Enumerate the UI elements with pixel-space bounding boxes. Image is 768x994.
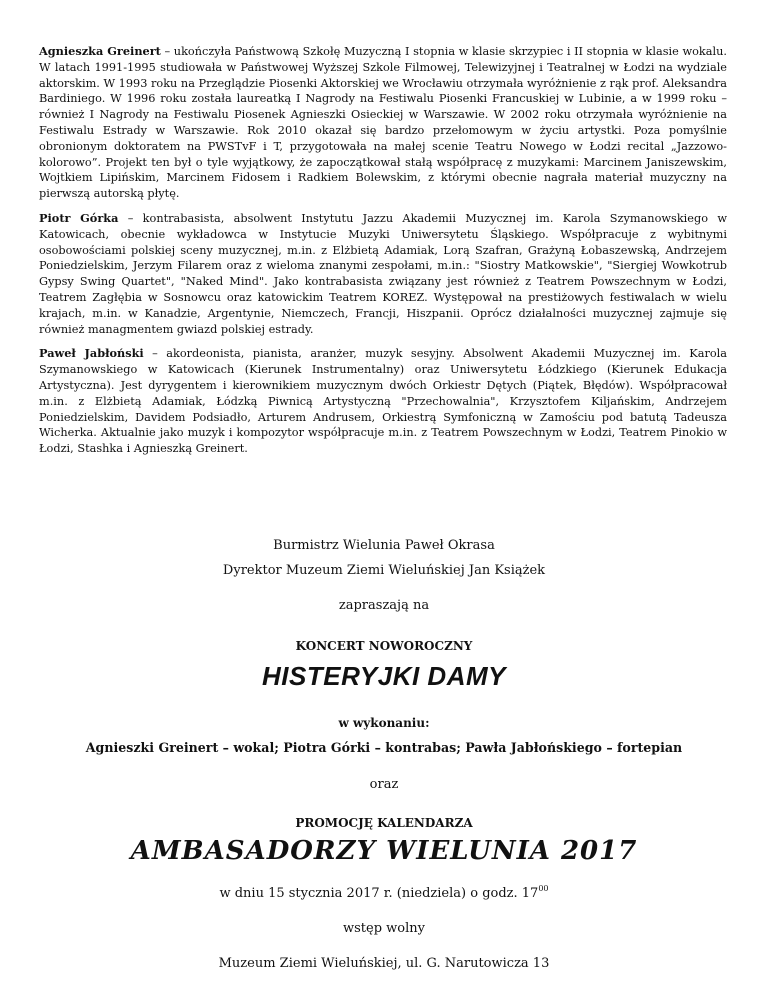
promo-title: AMBASADORZY WIELUNIA 2017 (130, 836, 638, 866)
concert-label: KONCERT NOWOROCZNY (295, 639, 473, 653)
bio-text: – akordeonista, pianista, aranżer, muzyk sesyjny. Absolwent Akademii Muzycznej im. Karola Szymanowskiego w Katowicach (Kierunek Instrumentalny) oraz Uniwersytetu Łódzkiego (Kierunek Edukacja Artystyczna). Jest dyrygentem i kierownikiem muzycznym dwóch Orkiestr Dętych (Piątek, Błędów). Współpracował m.in. z Elżbietą Adamiak, Łódzką Piwnicą Artystyczną "Przechowalnia", Krzysztofem Kiljańskim, Andrzejem Poniedzielskim, Davidem Podsiadło, Arturem Andrusem, Orkiestrą Symfoniczną w Zamościu pod batutą Tadeusza Wicherka. Aktualnie jako muzyk i kompozytor współpracuje m.in. z Teatrem Powszechnym w Łodzi, Teatrem Pinokio w Łodzi, Stashka i Agnieszką Greinert. (39, 347, 727, 456)
invite-line: zapraszają na (338, 598, 430, 613)
date-text: w dniu 15 stycznia 2017 r. (niedziela) o godz. 17 (219, 886, 539, 901)
date-minutes: 00 (538, 884, 549, 893)
performers-label: w wykonaniu: (338, 716, 430, 730)
entry-line: wstęp wolny (343, 921, 425, 936)
venue-line: Muzeum Ziemi Wieluńskiej, ul. G. Narutowicza 13 (218, 956, 550, 971)
bio-agnieszka-greinert (39, 44, 727, 202)
date-line (0, 886, 768, 901)
concert-title: HISTERYJKI DAMY (262, 661, 506, 691)
promo-label: PROMOCJĘ KALENDARZA (295, 816, 473, 830)
bio-name: Agnieszka Greinert (39, 44, 161, 58)
director-line: Dyrektor Muzeum Ziemi Wieluńskiej Jan Książek (222, 563, 546, 578)
biographies (39, 44, 727, 466)
mayor-line: Burmistrz Wielunia Paweł Okrasa (273, 538, 495, 553)
invitation (0, 538, 768, 971)
bio-piotr-gorka (39, 211, 727, 337)
bio-name: Piotr Górka (39, 210, 119, 225)
oraz-line: oraz (369, 777, 399, 792)
bio-pawel-jablonski (39, 346, 727, 457)
bio-text: – ukończyła Państwową Szkołę Muzyczną I stopnia w klasie skrzypiec i II stopnia w klasie wokalu. W latach 1991-1995 studiowała w Państwowej Wyższej Szkole Filmowej, Telewizyjnej i Teatralnej w Łodzi na wydziale aktorskim. W 1993 roku na Przeglądzie Piosenki Aktorskiej we Wrocławiu otrzymała wyróżnienie z rąk prof. Aleksandra Bardiniego. W 1996 roku została laureatką I Nagrody na Festiwalu Piosenki Francuskiej w Lubinie, a w 1999 roku – również I Nagrody na Festiwalu Piosenek Agnieszki Osieckiej w Warszawie. W 2002 roku otrzymała wyróżnienie na Festiwalu Estrady w Warszawie. Rok 2010 okazał się bardzo przełomowym w życiu artystki. Poza pomyślnie obronionym doktoratem na PWSTvF i T, przygotowała na małej scenie Teatru Nowego w Łodzi recital „Jazzowo-kolorowo”. Projekt ten był o tyle wyjątkowy, że zapoczątkował stałą współpracę z muzykami: Marcinem Janiszewskim, Wojtkiem Lipińskim, Marcinem Fidosem i Radkiem Bolewskim, z którymi obecnie nagrała materiał muzyczny na pierwszą autorską płytę. (39, 45, 727, 201)
bio-name: Paweł Jabłoński (39, 346, 144, 361)
performers-line: Agnieszki Greinert – wokal; Piotra Górki – kontrabas; Pawła Jabłońskiego – fortepian (85, 740, 683, 755)
bio-text: – kontrabasista, absolwent Instytutu Jazzu Akademii Muzycznej im. Karola Szymanowskiego w Katowicach, obecnie wykładowca w Instytucie Muzyki Uniwersytetu Śląskiego. Współpracuje z wybitnymi osobowościami polskiej sceny muzycznej, m.in. z Elżbietą Adamiak, Lorą Szafran, Grażyną Łobaszewską, Andrzejem Poniedzielskim, Jerzym Filarem oraz z wieloma znanymi zespołami, m.in.: "Siostry Matkowskie", "Siergiej Wowkotrub Gypsy Swing Quartet", "Naked Mind". Jako kontrabasista związany jest również z Teatrem Powszechnym w Łodzi, Teatrem Zagłębia w Sosnowcu oraz katowickim Teatrem KOREZ. Występował na prestiżowych festiwalach w wielu krajach, m.in. w Kanadzie, Argentynie, Niemczech, Francji, Hiszpanii. Oprócz działalności muzycznej zajmuje się również managmentem gwiazd polskiej estrady. (39, 211, 727, 336)
